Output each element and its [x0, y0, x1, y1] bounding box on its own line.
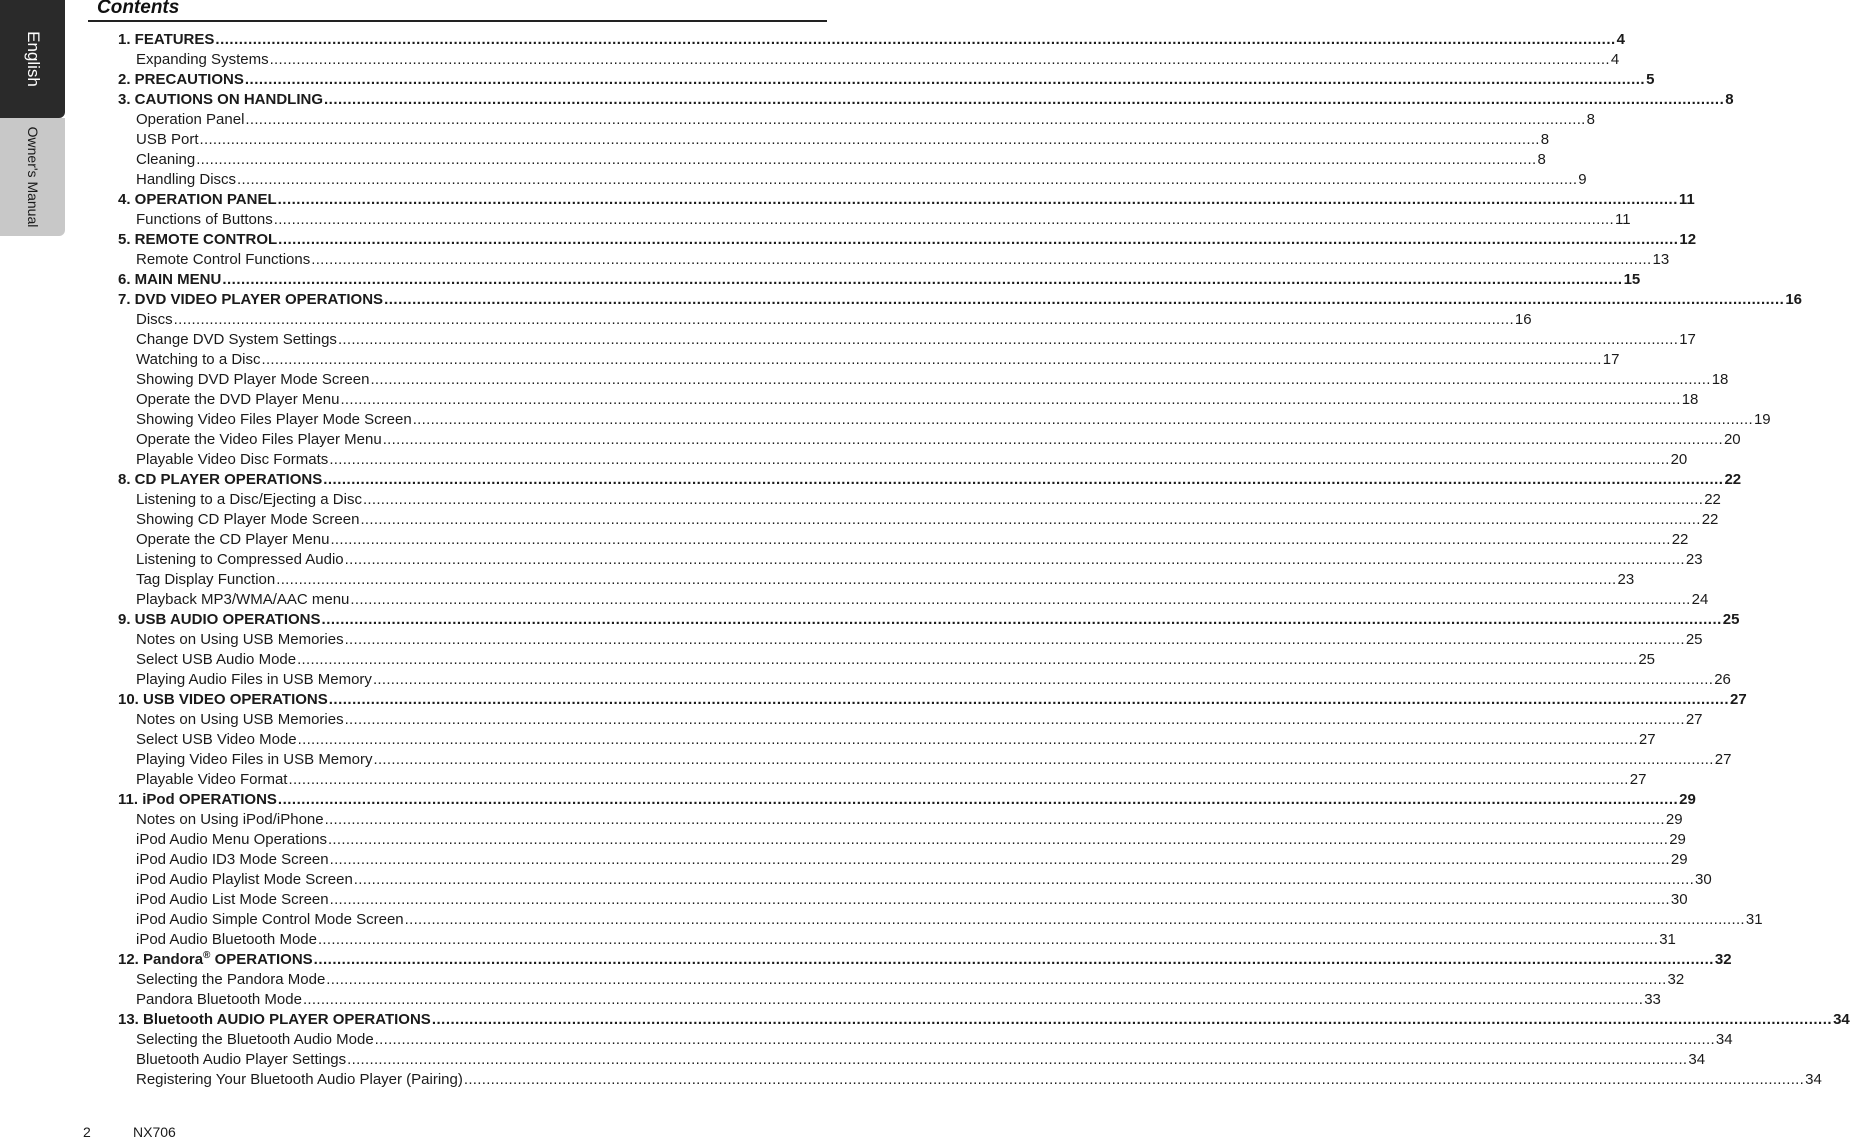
toc-subsection[interactable] — [118, 510, 1719, 530]
dot-leader: ............................................................................................................................................................................................................................................................................................................ — [328, 691, 1730, 708]
toc-subsection[interactable] — [118, 390, 1699, 410]
manual-tab — [0, 118, 65, 236]
toc-label: Selecting the Bluetooth Audio Mode — [136, 1031, 374, 1048]
table-of-contents — [118, 30, 1850, 1090]
dot-leader: ............................................................................................................................................................................................................................................................................................................ — [344, 631, 1685, 648]
manual-label: Owner's Manual — [24, 126, 41, 228]
dot-leader: ............................................................................................................................................................................................................................................................................................................ — [350, 591, 1691, 608]
dot-leader: ............................................................................................................................................................................................................................................................................................................ — [261, 351, 1602, 368]
toc-page-number: 27 — [1730, 691, 1747, 708]
dot-leader: ............................................................................................................................................................................................................................................................................................................ — [463, 1071, 1805, 1088]
toc-page-number: 34 — [1833, 1011, 1850, 1028]
toc-subsection[interactable] — [118, 570, 1635, 590]
toc-subsection[interactable] — [118, 650, 1656, 670]
toc-label: Cleaning — [136, 151, 196, 168]
dot-leader: ............................................................................................................................................................................................................................................................................................................ — [330, 531, 1671, 548]
toc-label: 9. USB AUDIO OPERATIONS — [118, 611, 321, 628]
dot-leader: ............................................................................................................................................................................................................................................................................................................ — [323, 471, 1724, 488]
toc-page-number: 34 — [1715, 1031, 1733, 1048]
toc-subsection[interactable] — [118, 110, 1595, 130]
toc-page-number: 8 — [1537, 151, 1546, 168]
dot-leader: ............................................................................................................................................................................................................................................................................................................ — [362, 491, 1704, 508]
toc-subsection[interactable] — [118, 490, 1721, 510]
toc-label: 12. Pandora® OPERATIONS — [118, 950, 313, 968]
toc-label: Playing Audio Files in USB Memory — [136, 671, 372, 688]
dot-leader: ............................................................................................................................................................................................................................................................................................................ — [288, 771, 1629, 788]
toc-label: 8. CD PLAYER OPERATIONS — [118, 471, 323, 488]
dot-leader: ............................................................................................................................................................................................................................................................................................................ — [412, 411, 1753, 428]
toc-label: Operate the CD Player Menu — [136, 531, 330, 548]
toc-label: iPod Audio Bluetooth Mode — [136, 931, 317, 948]
toc-page-number: 27 — [1638, 731, 1656, 748]
toc-subsection[interactable] — [118, 430, 1741, 450]
dot-leader: ............................................................................................................................................................................................................................................................................................................ — [297, 651, 1638, 668]
language-label: English — [23, 31, 43, 87]
toc-page-number: 27 — [1714, 751, 1732, 768]
toc-label: Registering Your Bluetooth Audio Player (Pairing) — [136, 1071, 463, 1088]
toc-page-number: 27 — [1629, 771, 1647, 788]
dot-leader: ............................................................................................................................................................................................................................................................................................................ — [326, 971, 1667, 988]
toc-label: Functions of Buttons — [136, 211, 273, 228]
toc-page-number: 30 — [1670, 891, 1688, 908]
toc-label: Listening to a Disc/Ejecting a Disc — [136, 491, 362, 508]
toc-label: Playing Video Files in USB Memory — [136, 751, 373, 768]
toc-label: Showing Video Files Player Mode Screen — [136, 411, 412, 428]
dot-leader: ............................................................................................................................................................................................................................................................................................................ — [302, 991, 1644, 1008]
dot-leader: ............................................................................................................................................................................................................................................................................................................ — [222, 271, 1623, 288]
toc-subsection[interactable] — [118, 350, 1620, 370]
toc-section[interactable] — [118, 790, 1696, 810]
toc-subsection[interactable] — [118, 530, 1689, 550]
toc-label: 10. USB VIDEO OPERATIONS — [118, 691, 328, 708]
toc-page-number: 4 — [1610, 51, 1620, 68]
dot-leader: ............................................................................................................................................................................................................................................................................................................ — [278, 231, 1679, 248]
toc-page-number: 20 — [1670, 451, 1688, 468]
toc-label: Remote Control Functions — [136, 251, 311, 268]
toc-subsection[interactable] — [118, 170, 1587, 190]
toc-label: 1. FEATURES — [118, 31, 215, 48]
toc-section[interactable] — [118, 690, 1747, 710]
toc-subsection[interactable] — [118, 770, 1647, 790]
toc-subsection[interactable] — [118, 330, 1696, 350]
toc-page-number: 29 — [1665, 811, 1683, 828]
toc-subsection[interactable] — [118, 370, 1729, 390]
toc-page-number: 22 — [1704, 491, 1721, 508]
toc-page-number: 11 — [1678, 191, 1695, 208]
toc-label: iPod Audio Menu Operations — [136, 831, 327, 848]
toc-label: 13. Bluetooth AUDIO PLAYER OPERATIONS — [118, 1011, 431, 1028]
dot-leader: ............................................................................................................................................................................................................................................................................................................ — [277, 191, 1678, 208]
toc-label: Watching to a Disc — [136, 351, 261, 368]
toc-subsection[interactable] — [118, 50, 1620, 70]
toc-subsection[interactable] — [118, 210, 1631, 230]
toc-section[interactable] — [118, 90, 1734, 110]
toc-page-number: 27 — [1685, 711, 1703, 728]
toc-label: Showing DVD Player Mode Screen — [136, 371, 370, 388]
dot-leader: ............................................................................................................................................................................................................................................................................................................ — [347, 1051, 1688, 1068]
toc-label: Operation Panel — [136, 111, 245, 128]
toc-subsection[interactable] — [118, 550, 1703, 570]
toc-page-number: 18 — [1711, 371, 1729, 388]
dot-leader: ............................................................................................................................................................................................................................................................................................................ — [297, 731, 1638, 748]
toc-page-number: 15 — [1623, 271, 1641, 288]
toc-label: Discs — [136, 311, 173, 328]
dot-leader: ............................................................................................................................................................................................................................................................................................................ — [431, 1011, 1833, 1028]
toc-page-number: 29 — [1670, 851, 1688, 868]
toc-section[interactable] — [118, 270, 1641, 290]
dot-leader: ............................................................................................................................................................................................................................................................................................................ — [374, 1031, 1715, 1048]
toc-page-number: 24 — [1691, 591, 1709, 608]
dot-leader: ............................................................................................................................................................................................................................................................................................................ — [340, 391, 1681, 408]
toc-label: Change DVD System Settings — [136, 331, 337, 348]
toc-section[interactable] — [118, 30, 1625, 50]
toc-label: iPod Audio Playlist Mode Screen — [136, 871, 353, 888]
header-rule — [88, 20, 827, 22]
toc-subsection[interactable] — [118, 710, 1703, 730]
toc-page-number: 29 — [1679, 791, 1696, 808]
toc-label: 11. iPod OPERATIONS — [118, 791, 277, 808]
toc-subsection[interactable] — [118, 810, 1683, 830]
toc-subsection[interactable] — [118, 450, 1688, 470]
toc-subsection[interactable] — [118, 130, 1550, 150]
dot-leader: ............................................................................................................................................................................................................................................................................................................ — [173, 311, 1514, 328]
toc-label: Select USB Video Mode — [136, 731, 297, 748]
dot-leader: ............................................................................................................................................................................................................................................................................................................ — [324, 811, 1665, 828]
toc-page-number: 31 — [1745, 911, 1763, 928]
toc-subsection[interactable] — [118, 150, 1546, 170]
toc-label: 4. OPERATION PANEL — [118, 191, 277, 208]
toc-subsection[interactable] — [118, 1030, 1733, 1050]
toc-section[interactable] — [118, 950, 1732, 970]
dot-leader: ............................................................................................................................................................................................................................................................................................................ — [311, 251, 1652, 268]
toc-label: Playable Video Format — [136, 771, 288, 788]
toc-subsection[interactable] — [118, 750, 1732, 770]
toc-page-number: 34 — [1805, 1071, 1822, 1088]
toc-subsection[interactable] — [118, 850, 1688, 870]
dot-leader: ............................................................................................................................................................................................................................................................................................................ — [344, 711, 1685, 728]
dot-leader: ............................................................................................................................................................................................................................................................................................................ — [353, 871, 1695, 888]
dot-leader: ............................................................................................................................................................................................................................................................................................................ — [344, 551, 1685, 568]
dot-leader: ............................................................................................................................................................................................................................................................................................................ — [329, 851, 1670, 868]
toc-page-number: 34 — [1688, 1051, 1706, 1068]
toc-label: 5. REMOTE CONTROL — [118, 231, 278, 248]
toc-label: Notes on Using USB Memories — [136, 711, 344, 728]
toc-page-number: 11 — [1615, 211, 1631, 228]
toc-label: Operate the DVD Player Menu — [136, 391, 340, 408]
toc-subsection[interactable] — [118, 910, 1763, 930]
dot-leader: ............................................................................................................................................................................................................................................................................................................ — [327, 831, 1669, 848]
toc-label: Showing CD Player Mode Screen — [136, 511, 360, 528]
toc-page-number: 22 — [1724, 471, 1742, 488]
dot-leader: ............................................................................................................................................................................................................................................................................................................ — [273, 211, 1614, 228]
toc-subsection[interactable] — [118, 310, 1532, 330]
toc-page-number: 23 — [1617, 571, 1635, 588]
toc-page-number: 30 — [1695, 871, 1712, 888]
language-tab — [0, 0, 65, 118]
toc-subsection[interactable] — [118, 830, 1686, 850]
toc-page-number: 12 — [1679, 231, 1697, 248]
toc-label: iPod Audio Simple Control Mode Screen — [136, 911, 404, 928]
dot-leader: ............................................................................................................................................................................................................................................................................................................ — [276, 571, 1617, 588]
toc-subsection[interactable] — [118, 870, 1712, 890]
toc-label: iPod Audio List Mode Screen — [136, 891, 329, 908]
toc-page-number: 5 — [1646, 71, 1655, 88]
dot-leader: ............................................................................................................................................................................................................................................................................................................ — [244, 71, 1646, 88]
toc-page-number: 25 — [1638, 651, 1656, 668]
dot-leader: ............................................................................................................................................................................................................................................................................................................ — [324, 91, 1725, 108]
dot-leader: ............................................................................................................................................................................................................................................................................................................ — [337, 331, 1679, 348]
toc-label: Notes on Using iPod/iPhone — [136, 811, 324, 828]
toc-label: Operate the Video Files Player Menu — [136, 431, 382, 448]
dot-leader: ............................................................................................................................................................................................................................................................................................................ — [313, 951, 1714, 968]
toc-page-number: 32 — [1667, 971, 1685, 988]
toc-label: Tag Display Function — [136, 571, 276, 588]
toc-page-number: 33 — [1644, 991, 1661, 1008]
dot-leader: ............................................................................................................................................................................................................................................................................................................ — [329, 891, 1670, 908]
toc-label: Selecting the Pandora Mode — [136, 971, 326, 988]
toc-label: Select USB Audio Mode — [136, 651, 297, 668]
toc-label: Expanding Systems — [136, 51, 269, 68]
toc-page-number: 31 — [1659, 931, 1676, 948]
toc-section[interactable] — [118, 70, 1655, 90]
toc-label: Notes on Using USB Memories — [136, 631, 344, 648]
toc-subsection[interactable] — [118, 250, 1670, 270]
dot-leader: ............................................................................................................................................................................................................................................................................................................ — [321, 611, 1722, 628]
toc-label: 6. MAIN MENU — [118, 271, 222, 288]
toc-label: Listening to Compressed Audio — [136, 551, 344, 568]
toc-subsection[interactable] — [118, 730, 1656, 750]
dot-leader: ............................................................................................................................................................................................................................................................................................................ — [372, 671, 1714, 688]
toc-page-number: 26 — [1714, 671, 1731, 688]
dot-leader: ............................................................................................................................................................................................................................................................................................................ — [317, 931, 1659, 948]
toc-label: Pandora Bluetooth Mode — [136, 991, 302, 1008]
toc-label: Handling Discs — [136, 171, 237, 188]
toc-page-number: 8 — [1540, 131, 1550, 148]
toc-section[interactable] — [118, 470, 1742, 490]
toc-page-number: 25 — [1722, 611, 1740, 628]
footer-page-number: 2 — [83, 1124, 91, 1140]
dot-leader: ............................................................................................................................................................................................................................................................................................................ — [384, 291, 1785, 308]
dot-leader: ............................................................................................................................................................................................................................................................................................................ — [382, 431, 1723, 448]
toc-label: 7. DVD VIDEO PLAYER OPERATIONS — [118, 291, 384, 308]
toc-section[interactable] — [118, 610, 1740, 630]
toc-page-number: 32 — [1714, 951, 1732, 968]
toc-label: 2. PRECAUTIONS — [118, 71, 244, 88]
dot-leader: ............................................................................................................................................................................................................................................................................................................ — [404, 911, 1745, 928]
dot-leader: ............................................................................................................................................................................................................................................................................................................ — [237, 171, 1578, 188]
toc-subsection[interactable] — [118, 630, 1703, 650]
toc-page-number: 17 — [1679, 331, 1696, 348]
toc-subsection[interactable] — [118, 1050, 1706, 1070]
toc-page-number: 29 — [1669, 831, 1686, 848]
toc-page-number: 22 — [1701, 511, 1719, 528]
toc-label: Bluetooth Audio Player Settings — [136, 1051, 347, 1068]
toc-page-number: 20 — [1723, 431, 1741, 448]
dot-leader: ............................................................................................................................................................................................................................................................................................................ — [215, 31, 1616, 48]
toc-subsection[interactable] — [118, 930, 1676, 950]
dot-leader: ............................................................................................................................................................................................................................................................................................................ — [196, 151, 1537, 168]
toc-page-number: 16 — [1514, 311, 1532, 328]
toc-page-number: 4 — [1616, 31, 1625, 48]
toc-label: Playback MP3/WMA/AAC menu — [136, 591, 350, 608]
toc-page-number: 8 — [1725, 91, 1734, 108]
toc-page-number: 16 — [1785, 291, 1802, 308]
toc-subsection[interactable] — [118, 970, 1685, 990]
toc-page-number: 13 — [1652, 251, 1670, 268]
toc-section[interactable] — [118, 230, 1697, 250]
toc-section[interactable] — [118, 1010, 1850, 1030]
toc-subsection[interactable] — [118, 670, 1731, 690]
dot-leader: ............................................................................................................................................................................................................................................................................................................ — [269, 51, 1610, 68]
dot-leader: ............................................................................................................................................................................................................................................................................................................ — [370, 371, 1711, 388]
toc-label: USB Port — [136, 131, 199, 148]
toc-section[interactable] — [118, 290, 1802, 310]
dot-leader: ............................................................................................................................................................................................................................................................................................................ — [277, 791, 1679, 808]
toc-subsection[interactable] — [118, 410, 1771, 430]
toc-subsection[interactable] — [118, 590, 1709, 610]
dot-leader: ............................................................................................................................................................................................................................................................................................................ — [199, 131, 1540, 148]
toc-page-number: 18 — [1681, 391, 1699, 408]
toc-subsection[interactable] — [118, 1070, 1822, 1090]
toc-page-number: 17 — [1602, 351, 1620, 368]
dot-leader: ............................................................................................................................................................................................................................................................................................................ — [245, 111, 1586, 128]
registered-mark: ® — [203, 950, 211, 961]
toc-page-number: 8 — [1586, 111, 1595, 128]
footer-model: NX706 — [133, 1124, 176, 1140]
toc-page-number: 19 — [1753, 411, 1771, 428]
toc-page-number: 22 — [1671, 531, 1689, 548]
page-title: Contents — [97, 0, 180, 18]
toc-label: Playable Video Disc Formats — [136, 451, 329, 468]
toc-subsection[interactable] — [118, 990, 1661, 1010]
toc-page-number: 25 — [1685, 631, 1703, 648]
toc-page-number: 23 — [1685, 551, 1703, 568]
toc-page-number: 9 — [1578, 171, 1587, 188]
dot-leader: ............................................................................................................................................................................................................................................................................................................ — [360, 511, 1701, 528]
dot-leader: ............................................................................................................................................................................................................................................................................................................ — [373, 751, 1714, 768]
toc-label: iPod Audio ID3 Mode Screen — [136, 851, 329, 868]
toc-section[interactable] — [118, 190, 1695, 210]
toc-subsection[interactable] — [118, 890, 1688, 910]
dot-leader: ............................................................................................................................................................................................................................................................................................................ — [329, 451, 1670, 468]
toc-label: 3. CAUTIONS ON HANDLING — [118, 91, 324, 108]
